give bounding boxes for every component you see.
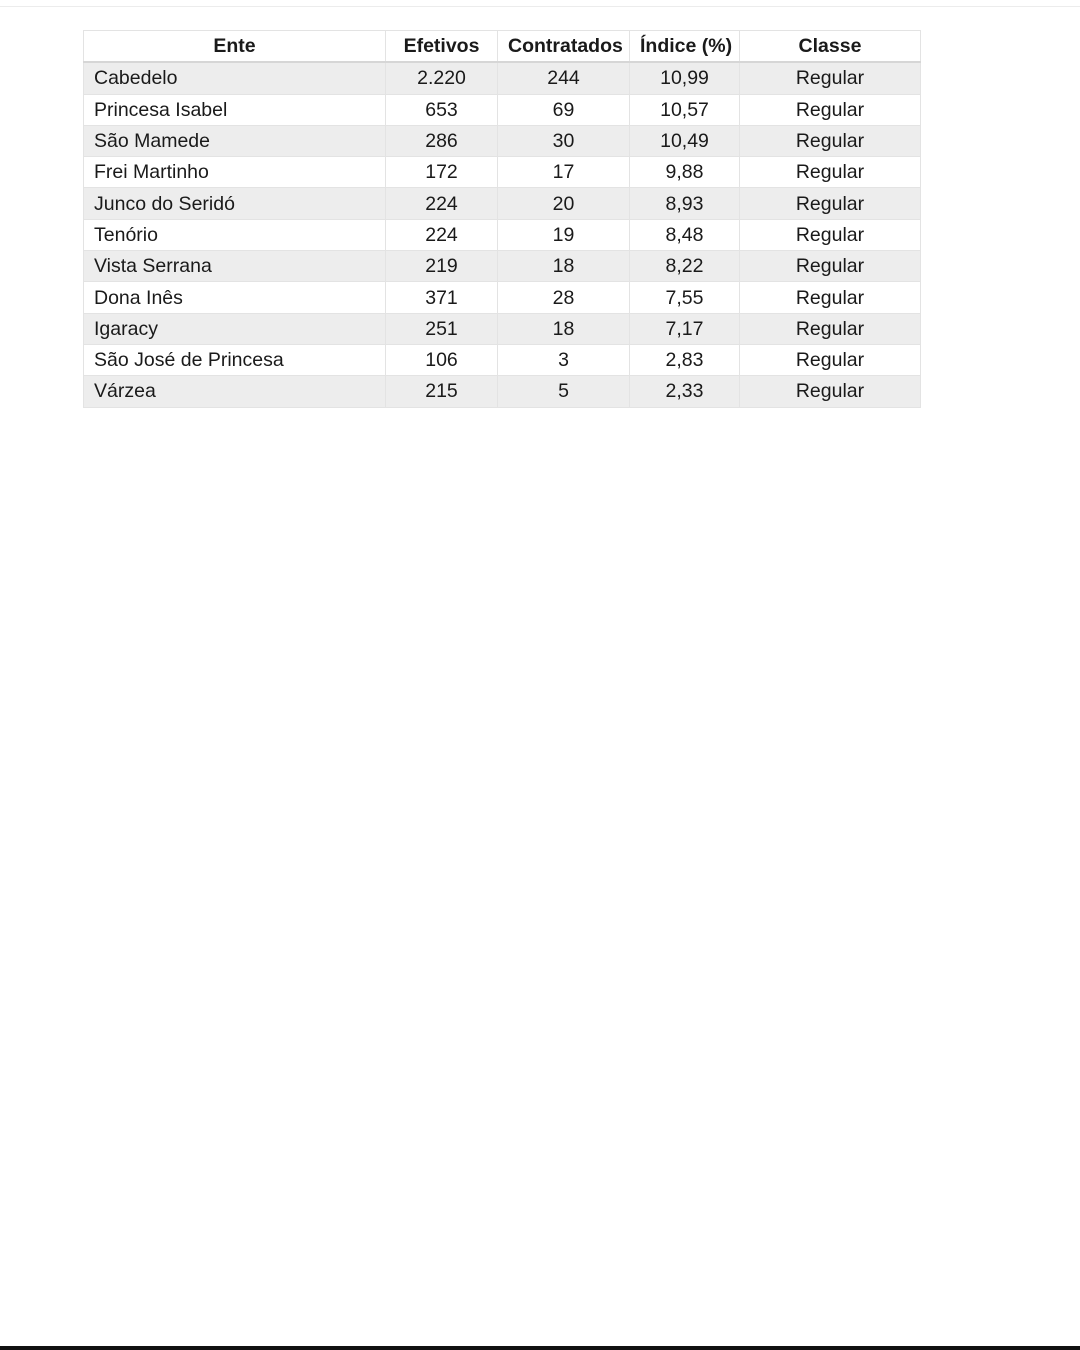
- cell-ente: Cabedelo: [84, 62, 386, 94]
- cell-indice: 7,17: [630, 313, 740, 344]
- cell-contratados: 18: [498, 251, 630, 282]
- cell-indice: 10,57: [630, 94, 740, 125]
- cell-ente: Princesa Isabel: [84, 94, 386, 125]
- cell-indice: 7,55: [630, 282, 740, 313]
- cell-ente: Igaracy: [84, 313, 386, 344]
- cell-classe: Regular: [740, 282, 921, 313]
- cell-indice: 8,93: [630, 188, 740, 219]
- header-contratados: Contratados: [498, 31, 630, 63]
- cell-efetivos: 653: [386, 94, 498, 125]
- cell-classe: Regular: [740, 157, 921, 188]
- cell-classe: Regular: [740, 251, 921, 282]
- cell-ente: Frei Martinho: [84, 157, 386, 188]
- cell-contratados: 5: [498, 376, 630, 407]
- cell-efetivos: 224: [386, 188, 498, 219]
- header-indice: Índice (%): [630, 31, 740, 63]
- cell-classe: Regular: [740, 313, 921, 344]
- cell-contratados: 19: [498, 219, 630, 250]
- cell-contratados: 20: [498, 188, 630, 219]
- table-row: [84, 219, 921, 250]
- cell-contratados: 69: [498, 94, 630, 125]
- table-row: [84, 62, 921, 94]
- cell-contratados: 244: [498, 62, 630, 94]
- cell-classe: Regular: [740, 125, 921, 156]
- cell-efetivos: 106: [386, 344, 498, 375]
- header-efetivos: Efetivos: [386, 31, 498, 63]
- cell-ente: Dona Inês: [84, 282, 386, 313]
- header-ente: Ente: [84, 31, 386, 63]
- cell-efetivos: 224: [386, 219, 498, 250]
- cell-indice: 8,22: [630, 251, 740, 282]
- cell-ente: Várzea: [84, 376, 386, 407]
- cell-classe: Regular: [740, 376, 921, 407]
- table-row: [84, 251, 921, 282]
- cell-indice: 10,99: [630, 62, 740, 94]
- table-row: [84, 376, 921, 407]
- table-row: [84, 94, 921, 125]
- cell-contratados: 17: [498, 157, 630, 188]
- cell-indice: 2,33: [630, 376, 740, 407]
- cell-ente: Vista Serrana: [84, 251, 386, 282]
- table-body: [84, 62, 921, 407]
- cell-efetivos: 286: [386, 125, 498, 156]
- cell-efetivos: 371: [386, 282, 498, 313]
- cell-classe: Regular: [740, 94, 921, 125]
- table-row: [84, 157, 921, 188]
- cell-contratados: 3: [498, 344, 630, 375]
- cell-efetivos: 219: [386, 251, 498, 282]
- cell-indice: 2,83: [630, 344, 740, 375]
- cell-efetivos: 251: [386, 313, 498, 344]
- cell-efetivos: 215: [386, 376, 498, 407]
- cell-indice: 8,48: [630, 219, 740, 250]
- table-row: [84, 313, 921, 344]
- data-table: [83, 30, 921, 408]
- table-row: [84, 125, 921, 156]
- cell-ente: Tenório: [84, 219, 386, 250]
- cell-classe: Regular: [740, 219, 921, 250]
- table-row: [84, 344, 921, 375]
- cell-classe: Regular: [740, 344, 921, 375]
- table-row: [84, 282, 921, 313]
- cell-contratados: 30: [498, 125, 630, 156]
- cell-contratados: 18: [498, 313, 630, 344]
- cell-classe: Regular: [740, 188, 921, 219]
- header-classe: Classe: [740, 31, 921, 63]
- cell-contratados: 28: [498, 282, 630, 313]
- cell-ente: São José de Princesa: [84, 344, 386, 375]
- bottom-bar: [0, 1346, 1080, 1350]
- cell-efetivos: 172: [386, 157, 498, 188]
- table-header-row: [84, 31, 921, 63]
- cell-efetivos: 2.220: [386, 62, 498, 94]
- cell-classe: Regular: [740, 62, 921, 94]
- cell-indice: 9,88: [630, 157, 740, 188]
- table-row: [84, 188, 921, 219]
- top-divider: [0, 6, 1080, 7]
- cell-indice: 10,49: [630, 125, 740, 156]
- cell-ente: Junco do Seridó: [84, 188, 386, 219]
- cell-ente: São Mamede: [84, 125, 386, 156]
